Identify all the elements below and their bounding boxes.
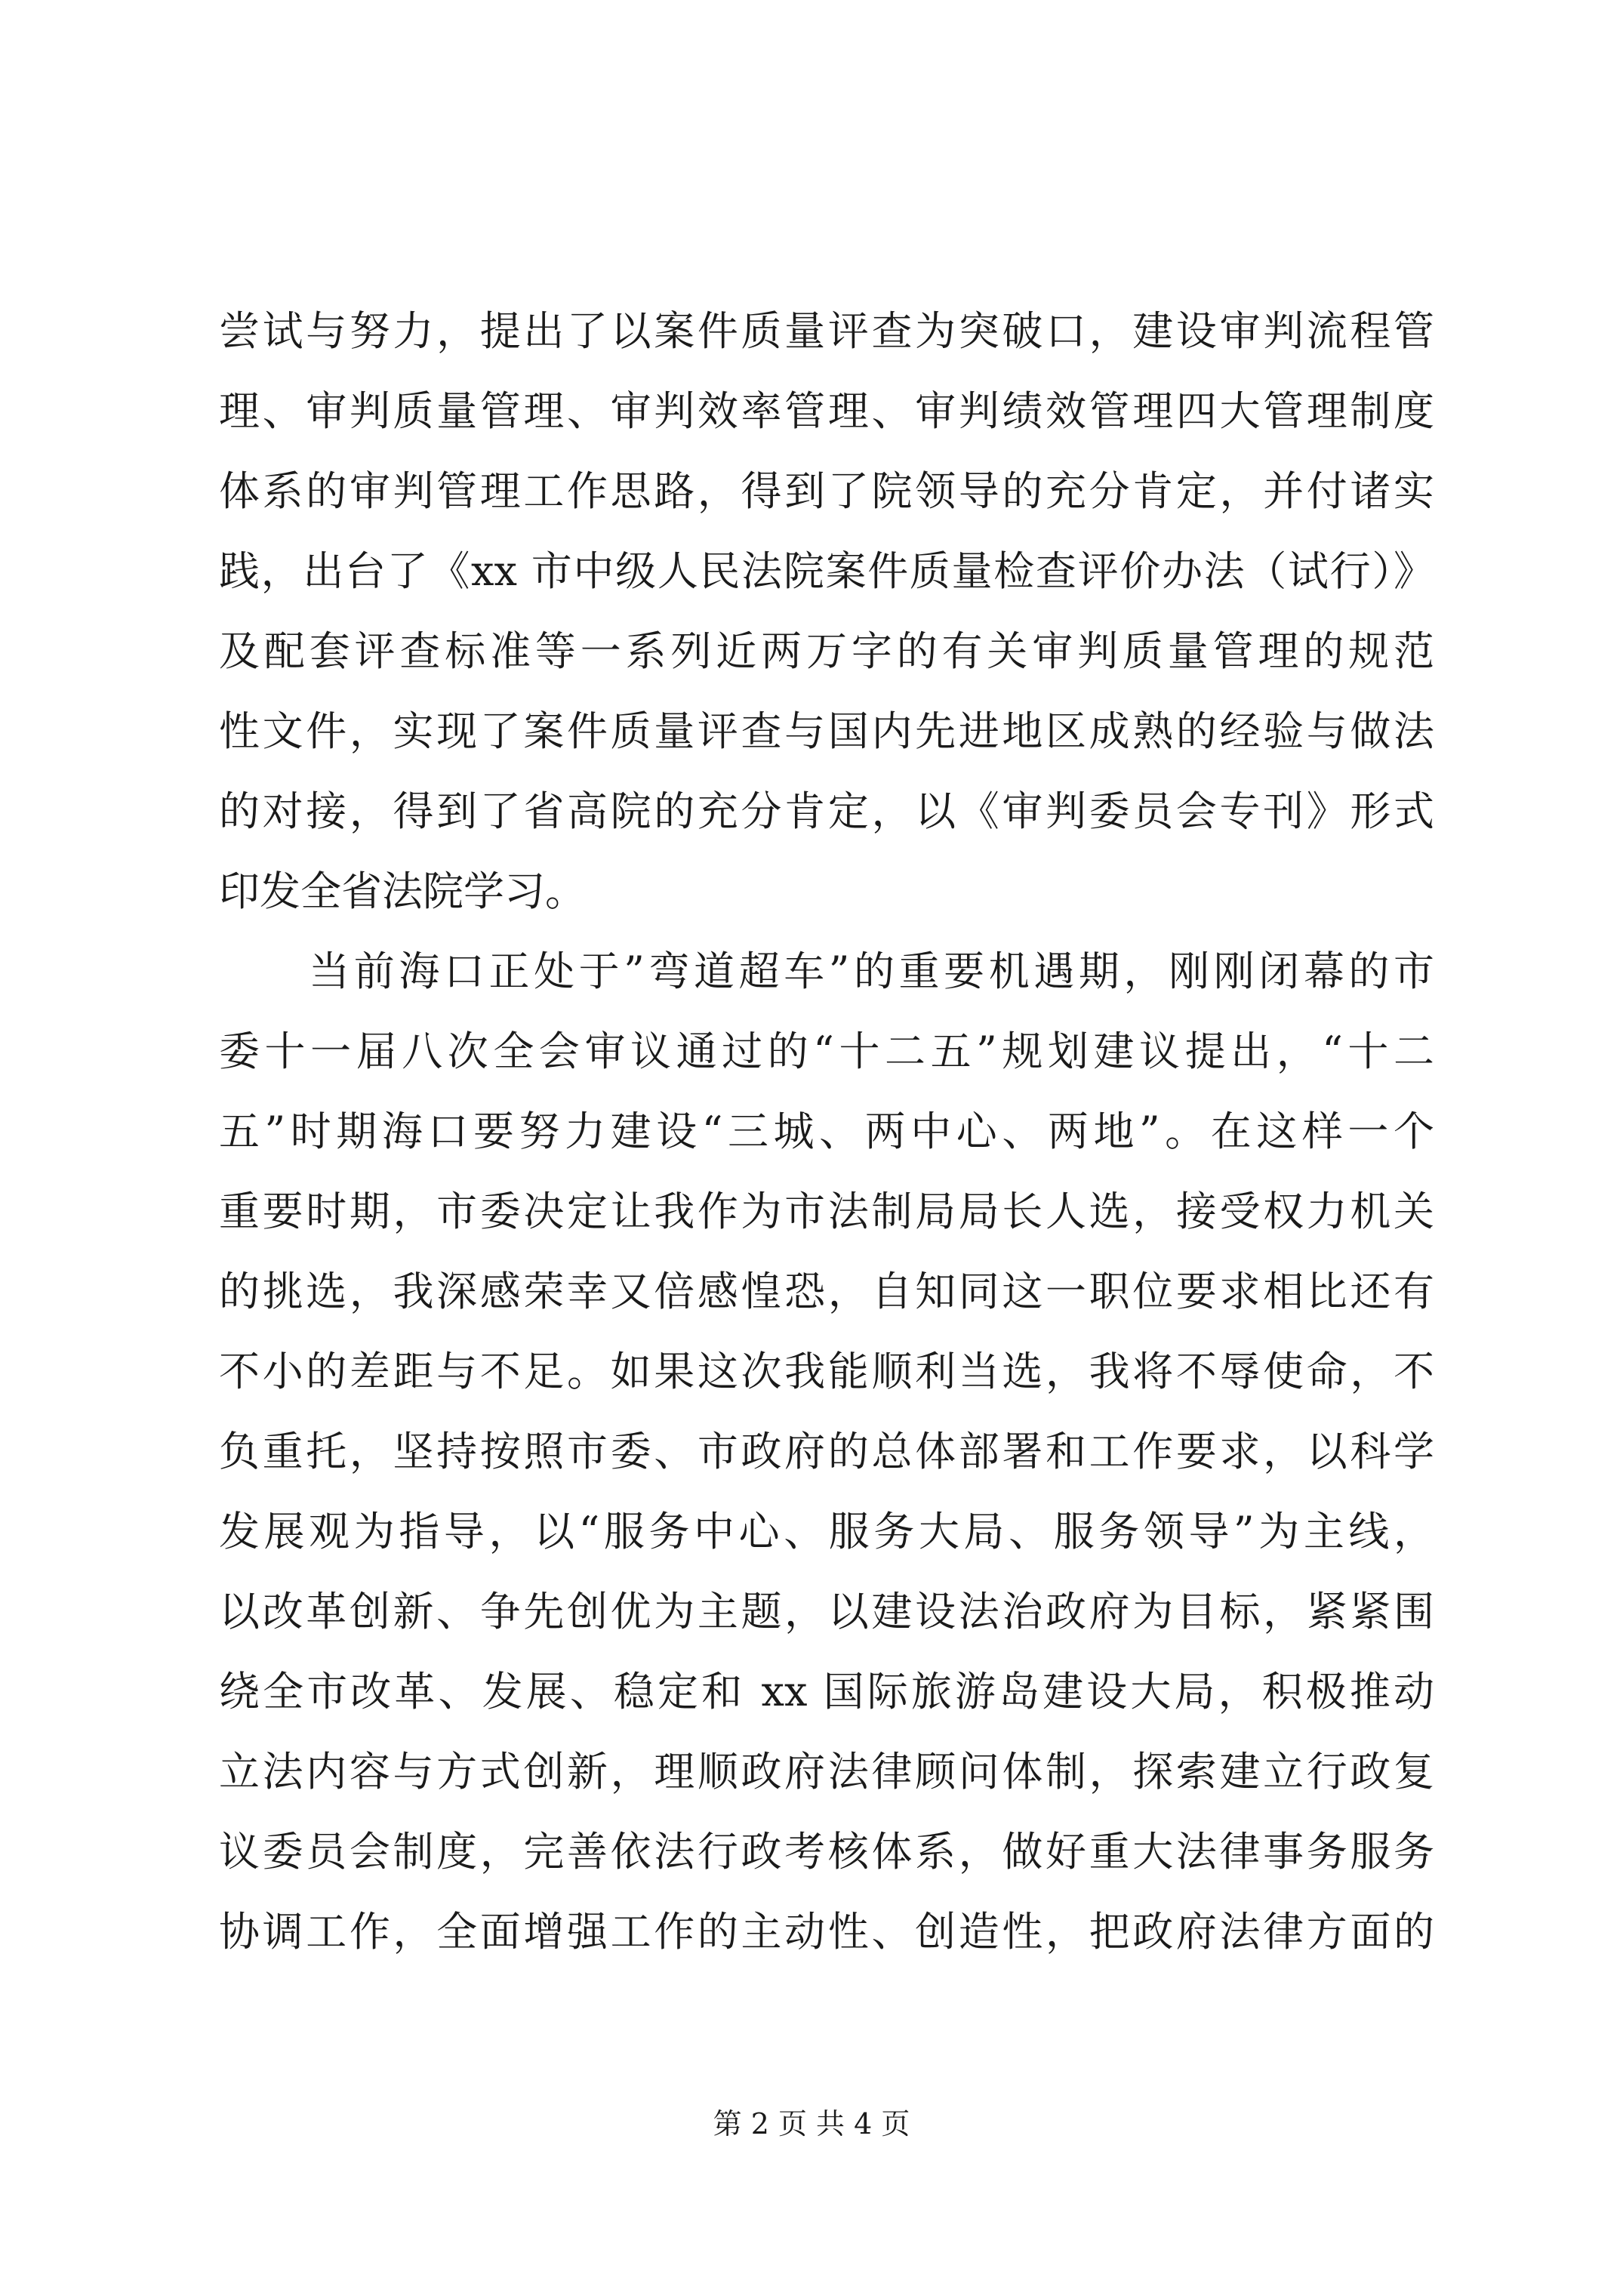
text-line-16: 发展观为指导，以“服务中心、服务大局、服务领导”为主线， xyxy=(219,1508,1434,1555)
text-line-19: 立法内容与方式创新，理顺政府法律顾问体制，探索建立行政复 xyxy=(219,1748,1434,1795)
document-body xyxy=(219,291,1434,1972)
text-line-21: 协调工作，全面增强工作的主动性、创造性，把政府法律方面的 xyxy=(219,1908,1434,1955)
text-line-18: 绕全市改革、发展、稳定和 xx 国际旅游岛建设大局，积极推动 xyxy=(219,1668,1434,1715)
text-line-3: 体系的审判管理工作思路，得到了院领导的充分肯定，并付诸实 xyxy=(219,467,1434,515)
text-line-1: 尝试与努力，提出了以案件质量评查为突破口，建设审判流程管 xyxy=(219,307,1434,355)
text-line-17: 以改革创新、争先创优为主题，以建设法治政府为目标，紧紧围 xyxy=(219,1588,1434,1635)
text-line-15: 负重托，坚持按照市委、市政府的总体部署和工作要求，以科学 xyxy=(219,1428,1434,1475)
text-line-13: 的挑选，我深感荣幸又倍感惶恐，自知同这一职位要求相比还有 xyxy=(219,1268,1434,1315)
text-line-10: 委十一届八次全会审议通过的“十二五”规划建议提出，“十二 xyxy=(219,1028,1434,1075)
text-line-9: 当前海口正处于”弯道超车”的重要机遇期，刚刚闭幕的市 xyxy=(219,948,1434,995)
text-line-7: 的对接，得到了省高院的充分肯定，以《审判委员会专刊》形式 xyxy=(219,787,1434,835)
text-line-8: 印发全省法院学习。 xyxy=(219,868,586,915)
text-line-4: 践，出台了《xx 市中级人民法院案件质量检查评价办法（试行）》 xyxy=(219,547,1434,595)
text-line-6: 性文件，实现了案件质量评查与国内先进地区成熟的经验与做法 xyxy=(219,707,1434,755)
text-line-11: 五”时期海口要努力建设“三城、两中心、两地”。在这样一个 xyxy=(219,1108,1434,1155)
text-line-5: 及配套评查标准等一系列近两万字的有关审判质量管理的规范 xyxy=(219,627,1434,675)
page-number-footer: 第 2 页 共 4 页 xyxy=(713,2107,910,2140)
text-line-20: 议委员会制度，完善依法行政考核体系，做好重大法律事务服务 xyxy=(219,1828,1434,1875)
text-line-12: 重要时期，市委决定让我作为市法制局局长人选，接受权力机关 xyxy=(219,1188,1434,1235)
text-line-2: 理、审判质量管理、审判效率管理、审判绩效管理四大管理制度 xyxy=(219,387,1434,435)
text-line-14: 不小的差距与不足。如果这次我能顺利当选，我将不辱使命，不 xyxy=(219,1348,1434,1395)
